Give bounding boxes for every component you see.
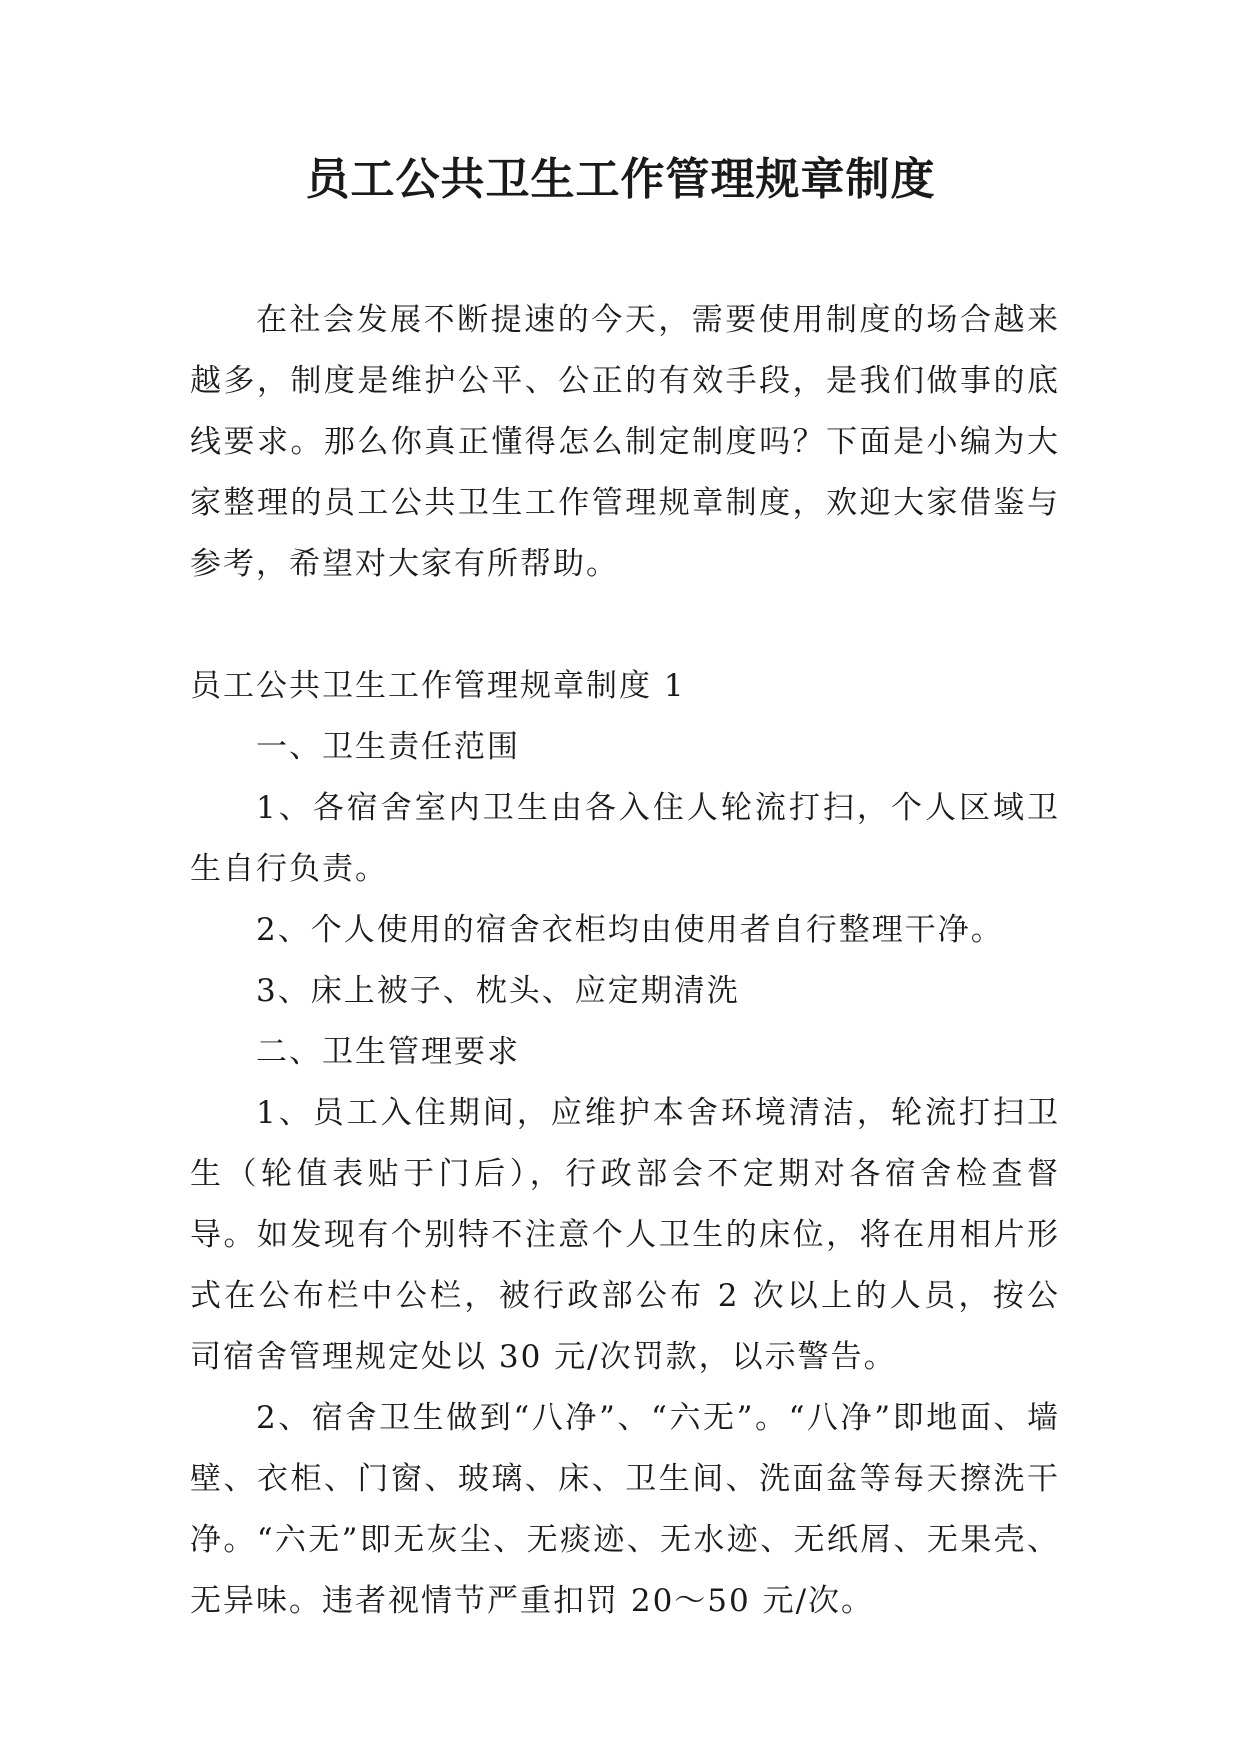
part1-item-3: 3、床上被子、枕头、应定期清洗 (256, 973, 740, 1009)
part1-item-1: 1、各宿舍室内卫生由各入住人轮流打扫，个人区域卫生自行负责。 (190, 790, 1060, 887)
part1-heading: 一、卫生责任范围 (256, 729, 520, 765)
section-title: 员工公共卫生工作管理规章制度 1 (190, 668, 686, 704)
part2-item-1: 1、员工入住期间，应维护本舍环境清洁，轮流打扫卫生（轮值表贴于门后），行政部会不定期对各宿舍检查督导。如发现有个别特不注意个人卫生的床位，将在用相片形式在公布栏中公栏，被行政部公布 2 次以上的人员，按公司宿舍管理规定处以 30 元/次罚款，以示警告。 (190, 1095, 1060, 1375)
part2-item-2: 2、宿舍卫生做到“八净”、“六无”。“八净”即地面、墙壁、衣柜、门窗、玻璃、床、卫生间、洗面盆等每天擦洗干净。“六无”即无灰尘、无痰迹、无水迹、无纸屑、无果壳、无异味。违者视情节严重扣罚 20～50 元/次。 (190, 1400, 1060, 1619)
document-body (190, 290, 1060, 1632)
part1-item-2: 2、个人使用的宿舍衣柜均由使用者自行整理干净。 (256, 912, 1004, 948)
intro-paragraph: 在社会发展不断提速的今天，需要使用制度的场合越来越多，制度是维护公平、公正的有效手段，是我们做事的底线要求。那么你真正懂得怎么制定制度吗？下面是小编为大家整理的员工公共卫生工作管理规章制度，欢迎大家借鉴与参考，希望对大家有所帮助。 (190, 302, 1060, 582)
part2-heading: 二、卫生管理要求 (256, 1034, 520, 1070)
document-title: 员工公共卫生工作管理规章制度 (305, 154, 936, 205)
